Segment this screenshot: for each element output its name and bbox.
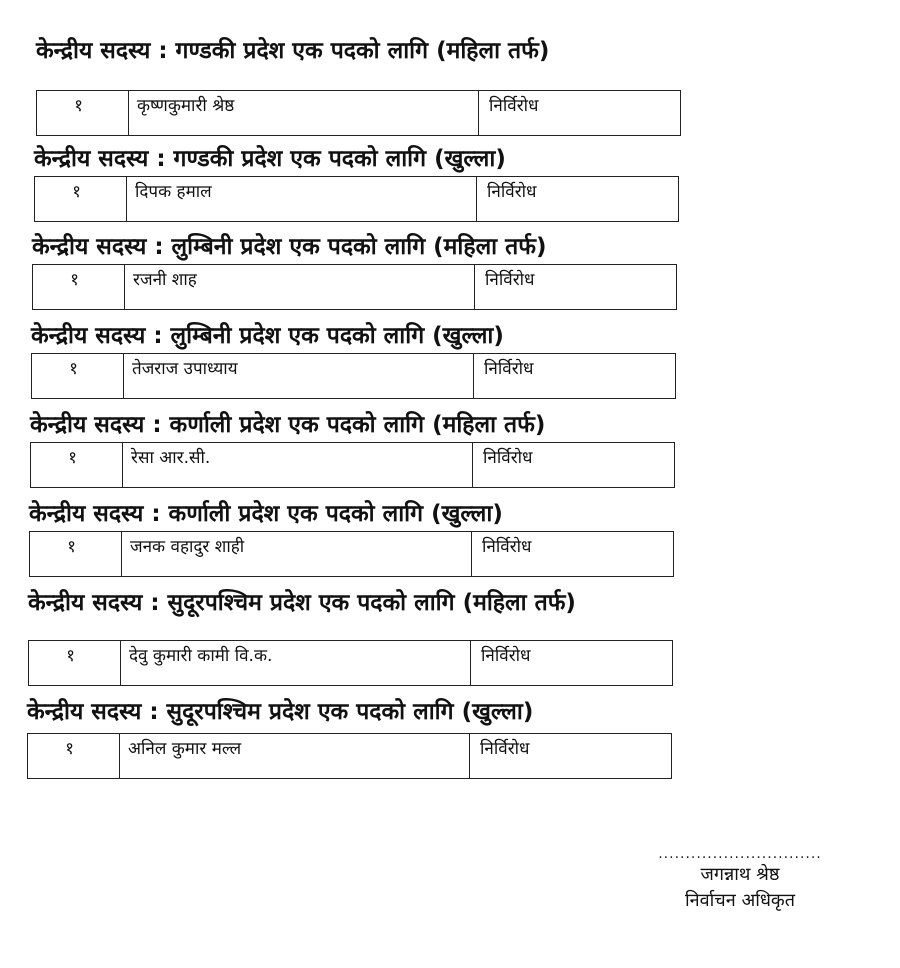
section-heading: केन्द्रीय सदस्य : सुदूरपश्चिम प्रदेश एक पदको लागि (महिला तर्फ) bbox=[28, 590, 576, 616]
section-heading: केन्द्रीय सदस्य : सुदूरपश्चिम प्रदेश एक पदको लागि (खुल्ला) bbox=[27, 699, 534, 725]
result-status: निर्विरोध bbox=[482, 537, 532, 557]
row-number: १ bbox=[30, 532, 122, 576]
result-status: निर्विरोध bbox=[487, 182, 537, 202]
table-row bbox=[34, 176, 679, 222]
row-number: १ bbox=[33, 265, 125, 309]
table-row bbox=[28, 640, 673, 686]
candidate-name: रजनी शाह bbox=[125, 265, 475, 309]
table-row bbox=[32, 264, 677, 310]
row-number: १ bbox=[28, 734, 120, 778]
result-status: निर्विरोध bbox=[481, 646, 531, 666]
row-number: १ bbox=[31, 443, 123, 487]
signatory-title: निर्वाचन अधिकृत bbox=[684, 890, 796, 911]
candidate-name: तेजराज उपाध्याय bbox=[124, 354, 474, 398]
section-heading: केन्द्रीय सदस्य : लुम्बिनी प्रदेश एक पदको लागि (महिला तर्फ) bbox=[32, 234, 547, 260]
candidate-name: जनक वहादुर शाही bbox=[122, 532, 472, 576]
row-number: १ bbox=[35, 177, 127, 221]
table-row bbox=[29, 531, 674, 577]
table-row bbox=[30, 442, 675, 488]
result-status: निर्विरोध bbox=[485, 270, 535, 290]
signature-block bbox=[640, 846, 840, 914]
table-row bbox=[36, 90, 681, 136]
candidate-name: कृष्णकुमारी श्रेष्ठ bbox=[129, 91, 479, 135]
result-status: निर्विरोध bbox=[480, 739, 530, 759]
candidate-name: अनिल कुमार मल्ल bbox=[120, 734, 470, 778]
section-heading: केन्द्रीय सदस्य : लुम्बिनी प्रदेश एक पदको लागि (खुल्ला) bbox=[31, 323, 504, 349]
candidate-name: दिपक हमाल bbox=[127, 177, 477, 221]
row-number: १ bbox=[37, 91, 129, 135]
row-number: १ bbox=[32, 354, 124, 398]
table-row bbox=[27, 733, 672, 779]
signature-line: .............................. bbox=[658, 846, 822, 862]
section-heading: केन्द्रीय सदस्य : कर्णाली प्रदेश एक पदको लागि (खुल्ला) bbox=[29, 501, 503, 527]
section-heading: केन्द्रीय सदस्य : गण्डकी प्रदेश एक पदको लागि (खुल्ला) bbox=[34, 146, 506, 172]
row-number: १ bbox=[29, 641, 121, 685]
signatory-name: जगन्नाथ श्रेष्ठ bbox=[700, 864, 780, 885]
section-heading: केन्द्रीय सदस्य : कर्णाली प्रदेश एक पदको लागि (महिला तर्फ) bbox=[30, 412, 546, 438]
table-row bbox=[31, 353, 676, 399]
candidate-name: देवु कुमारी कामी वि.क. bbox=[121, 641, 471, 685]
result-status: निर्विरोध bbox=[484, 359, 534, 379]
result-status: निर्विरोध bbox=[483, 448, 533, 468]
candidate-name: रेसा आर.सी. bbox=[123, 443, 473, 487]
result-status: निर्विरोध bbox=[489, 96, 539, 116]
section-heading: केन्द्रीय सदस्य : गण्डकी प्रदेश एक पदको लागि (महिला तर्फ) bbox=[36, 38, 550, 64]
